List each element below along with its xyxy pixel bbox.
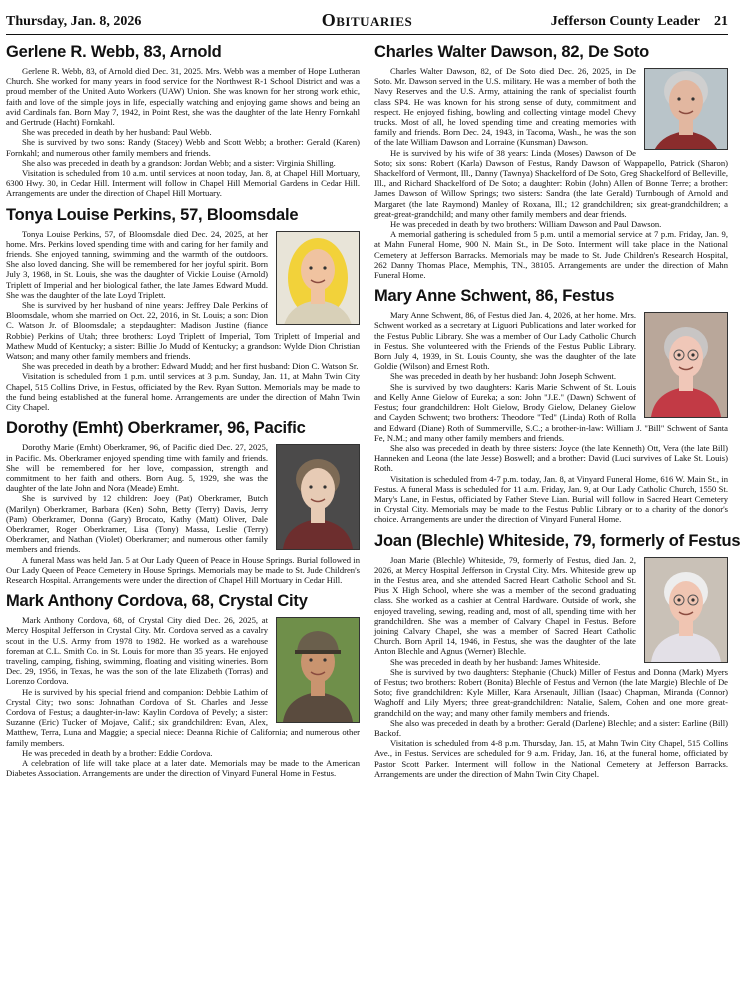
eye-right <box>691 354 694 357</box>
eye-right <box>691 97 694 100</box>
obituary-paragraph: He was preceded in death by a brother: Eddie Cordova. <box>22 747 213 758</box>
eye-left <box>677 97 680 100</box>
obituary-paragraph: Joan Marie (Blechle) Whiteside, 79, formerly of Festus, died Jan. 2, 2026, at Mercy Hospital Jefferson in Crystal City. Mrs. Whiteside grew up in the Festus area, and she attended Sacred Heart Catholic School and St. Pius X High School, where she was a member of the second graduating class. She worked as a cashier at Central Hardware. Outside of work, she enjoyed traveling, sewing, reading and, most of all, spending time with her grandchildren. She was a member of Calvary Chapel in Festus. Before joining Calvary Chapel, she was a member of Sacred Heart Catholic Church. Born April 14, 1946, in Festus, she was the daughter of the late Anton Blechle and Agnus (Werner) Blechle. <box>374 554 636 657</box>
obituary-paragraph: She is survived by 12 children: Joey (Pat) Oberkramer, Butch (Marilyn) Oberkramer, Barbara (Ken) Sohn, Betty (Terry) Davis, Jerry (Pam) Oberkramer, Donna (Gary) Brocato, Kathy (Matt) Oliver, Dale Oberkramer, Roger Oberkramer, Lisa (Tony) Massa, Leslie (Terry) Oberkramer, and Nathan (Violet) Oberkramer; and numerous other family members and friends. <box>6 493 268 555</box>
eye-right <box>323 486 326 489</box>
obituary-paragraph: She also was preceded in death by a brother: Gerald (Darlene) Blechle; and a sister: Earline (Bill) Backof. <box>374 717 728 738</box>
portrait-photo <box>277 618 359 722</box>
eye-left <box>677 354 680 357</box>
obituary-photo <box>644 68 728 150</box>
masthead <box>6 8 728 36</box>
masthead-rule <box>6 34 728 35</box>
obituary <box>6 418 360 585</box>
obituary-paragraph: She is survived by two sons: Randy (Stacey) Webb and Scott Webb; a brother: Gerald (Karen) Fornkahl; and numerous other family members and friends. <box>6 137 360 158</box>
eye-left <box>309 266 312 269</box>
section-title: Obituaries <box>321 10 413 30</box>
obituary-paragraph: She was preceded in death by a brother: Edward Mudd; and her first husband: Dion C. Watson Sr. <box>22 361 359 372</box>
eye-left <box>309 486 312 489</box>
obituary-paragraph: She is survived by two daughters: Stephanie (Chuck) Miller of Festus and Donna (Mark) Myers of Festus; two brothers: Robert (Bonita) Blechle of Festus and Vernon (the late Margie) Blechle of De Soto; five grandchildren: Kyle Miller, Kara Arsenault, Jillian (Isaac) Chapman, Miranda (Connor) Waghoff and Lily Myers; three great-grandchildren: Natalie, Salem, Cohen and one more great-grandchild on the way; and many other family members and friends. <box>374 666 728 718</box>
obituary-photo <box>276 444 360 550</box>
issue-date: Thursday, Jan. 8, 2026 <box>6 14 142 29</box>
obituary <box>374 531 741 779</box>
obituary-body <box>374 66 728 280</box>
portrait-photo <box>645 313 727 417</box>
obituary-paragraph: Mark Anthony Cordova, 68, of Crystal City died Dec. 26, 2025, at Mercy Hospital Jefferson in Crystal City. Mr. Cordova served as a cavalry scout in the U.S. Army from 1978 to 1982. He worked as a warehouse foreman at C.L. Smith Co. in St. Louis for more than 35 years. He enjoyed traveling, camping, fishing, swimming, floating and visiting wineries. Born Dec. 29, 1956, in Texas, he was the son of the late Elizabeth (Torras) and Lorenzo Cordova. <box>6 615 268 687</box>
paper-name: Jefferson County Leader <box>550 14 700 29</box>
obituary-paragraph: She was preceded in death by her husband: Paul Webb. <box>22 127 212 138</box>
obituary <box>6 205 360 413</box>
obituary-body <box>6 229 360 413</box>
cap-brim <box>295 650 341 654</box>
obituary-paragraph: Visitation is scheduled from 4-7 p.m. today, Jan. 8, at Vinyard Funeral Home, 616 W. Main St., in Festus. A funeral Mass is scheduled for 11 a.m. Friday, Jan. 9, at Our Lady Catholic Church, 1550 St. Mary's Lane, in Festus, officiated by Father Steve Lian. Burial will follow in Sacred Heart Cemetery in Crystal City. Memorials may be made to the Festus Public Library or to a charity of the donor's choice. Arrangements are under the direction of Vinyard Funeral Home. <box>374 473 728 525</box>
eye-left <box>309 659 312 662</box>
obituary-paragraph: Visitation is scheduled from 4-8 p.m. Thursday, Jan. 15, at Mahn Twin City Chapel, 515 Collins Ave., in Festus. Services are scheduled for 9 a.m. Friday, Jan. 16, at the funeral home, officiated by Pastor Scott Parker. Interment will follow in the National Cemetery at Jefferson Barracks. Arrangements are under the direction of Mahn Twin City Chapel. <box>374 738 728 779</box>
right-column <box>374 40 741 785</box>
obituary-paragraph: Gerlene R. Webb, 83, of Arnold died Dec. 31, 2025. Mrs. Webb was a member of Hope Lutheran Church. She worked for many years in food service for the Northwest R-1 School District and was a proud member of the United Auto Workers (UAW) Union. She was known for her strong work ethic, faith and love of the simple joys in life, especially watching and enjoying game shows and being an avid Cardinals fan. Born May 7, 1942, in Point Rest, she was the daughter of the late Henry Fornkahl and Gertrude (Hacht) Fornkahl. <box>6 66 360 128</box>
obituary-paragraph: He was preceded in death by two brothers: William Dawson and Paul Dawson. <box>390 219 662 230</box>
obituary-photo <box>644 557 728 663</box>
paper-and-page <box>551 14 728 30</box>
left-column <box>6 40 360 784</box>
obituary-body <box>374 555 728 779</box>
obituary-paragraph: Tonya Louise Perkins, 57, of Bloomsdale died Dec. 24, 2025, at her home. Mrs. Perkins loved spending time with and caring for her family and friends. She enjoyed tanning, swimming and the warmth of the outdoors. She also loved dancing. She will be remembered for her joyful spirit. Born July 3, 1968, in St. Louis, she was the daughter of Vickie Louise (Arnold) Triplett of Imperial and her biological father, the late James Edward Mudd. She was the daughter of the late Loyd Triplett. <box>6 228 268 300</box>
face-shape <box>669 80 703 122</box>
obituary-photo <box>644 312 728 418</box>
obituary <box>6 42 360 199</box>
obituary-headline: Mary Anne Schwent, 86, Festus <box>374 287 615 306</box>
obituary-headline: Tonya Louise Perkins, 57, Bloomsdale <box>6 205 299 224</box>
eye-right <box>323 266 326 269</box>
obituary <box>374 42 728 280</box>
obituary-photo <box>276 617 360 723</box>
obituary-paragraph: She is survived by two daughters: Karis Marie Schwent of St. Louis and Kelly Anne Gielow of Eureka; a son: John "J.E." (Dawn) Schwent of Festus; four grandchildren: Holt Gielow, Brody Gielow, Delaney Gielow and Cayden Schwent; two brothers: Theodore "Ted" (Linda) Roth of Rolla and Edward (Diane) Roth of Summerville, S.C.; a brother-in-law: William J. "Bill" Schwent of Santa Fe, N.M.; and many other family members and friends. <box>374 381 728 443</box>
obituary-paragraph: She was preceded in death by her husband: John Joseph Schwent. <box>390 371 617 382</box>
obituary-paragraph: She also was preceded in death by three sisters: Joyce (the late Kenneth) Ott, Vera (the late Bill) Hanneken and Leona (the late Jesse) Boswell; and a brother: David (Luci survives of Lake St. Louis) Roth. <box>374 442 728 474</box>
face-shape <box>301 249 335 291</box>
obituary-paragraph: Dorothy Marie (Emht) Oberkramer, 96, of Pacific died Dec. 27, 2025, in Pacific. Ms. Oberkramer enjoyed spending time with family and friends. She will be remembered for her love, compassion, strength and commitment to her faith and others. Born Aug. 5, 1929, she was the daughter of the late John and Nora (Meade) Emht. <box>6 442 268 494</box>
obituary-paragraph: Visitation is scheduled from 1 p.m. until services at 3 p.m. Sunday, Jan. 11, at Mahn Twin City Chapel, 515 Collins Drive, in Festus, officiated by the Rev. Ryan Sutton. Memorials may be made to the fund being established at the funeral home. Arrangements are under the direction of Mahn Twin City Chapel. <box>6 371 360 413</box>
obituary <box>6 591 360 778</box>
obituary-paragraph: She was preceded in death by her husband: James Whiteside. <box>390 656 601 667</box>
face-shape <box>301 468 335 510</box>
obituary-body <box>6 442 360 585</box>
obituary-headline: Charles Walter Dawson, 82, De Soto <box>374 43 649 61</box>
obituary-body <box>6 615 360 778</box>
portrait-photo <box>277 445 359 549</box>
obituary-paragraph: A memorial gathering is scheduled from 5 p.m. until a memorial service at 7 p.m. Friday, Jan. 9, at Mahn Funeral Home, 900 N. Main St., in De Soto. Interment will take place in the National Cemetery at Jefferson Barracks. Memorials may be made to St. Jude Children's Research Hospital, 262 Danny Thomas Place, Memphis, TN., 38105. Arrangements are under the direction of Mahn Funeral Home. <box>374 229 728 281</box>
obituary-paragraph: Charles Walter Dawson, 82, of De Soto died Dec. 26, 2025, in De Soto. Mr. Dawson served in the U.S. military. He was a member of both the Navy Reserves and the U.S. Army, attaining the rank of specialist fourth class SP4. He was known for his strong sense of duty, commitment and respect. He enjoyed fishing, bowling and collecting vintage model Chevy trucks. Most of all, he loved spending time and creating memories with family and friends. Born Dec. 24, 1943, in Tacoma, Wash., he was the son of the late William Dawson and Lorraine (Kunsman) Dawson. <box>374 66 636 148</box>
obituary-paragraph: She is survived by her husband of nine years: Jeffrey Dale Perkins of Bloomsdale, whom she married on Oct. 22, 2016, in St. Louis; a son: Dion C. Watson Jr. of Bloomsdale; a stepdaughter: Madison Justine (fiance Robbie) Perkins of Utah; three brothers: Loyd Triplett of Imperial, Tom Triplett of Imperial and Mathew Mudd of Kentucky; a sister: Billie Jo Mudd of Kentucky; a grandson: Wylde Dion Christian Watson; and many other family members and friends. <box>6 300 360 362</box>
portrait-photo <box>645 558 727 662</box>
obituary-paragraph: She also was preceded in death by a grandson: Jordan Webb; and a sister: Virginia Shilling. <box>22 157 336 168</box>
obituary-paragraph: A celebration of life will take place at a later date. Memorials may be made to the American Diabetes Association. Arrangements are under the direction of Vinyard Funeral Home in Festus. <box>6 757 360 779</box>
obituary-body <box>374 310 728 524</box>
portrait-photo <box>277 232 359 324</box>
obituary-paragraph: He is survived by his special friend and companion: Debbie Lathim of Crystal City; two sons: Johnathan Cordova of St. Charles and Jesse Cordova of Festus; a daughter-in-law: Kaylin Cordova of Pevely; a sister: Suzanne (Eric) Tucker of Mojave, Calif.; six grandchildren: Evan, Alex, Matthew, Terra, Luna and Maggie; a special niece: Deanna Richie of California; and numerous other family members. <box>6 686 360 748</box>
page-number: 21 <box>714 14 728 29</box>
obituary-headline: Mark Anthony Cordova, 68, Crystal City <box>6 592 308 611</box>
obituary-headline: Gerlene R. Webb, 83, Arnold <box>6 43 222 61</box>
obituary-headline: Joan (Blechle) Whiteside, 79, formerly of Festus <box>374 531 741 550</box>
obituary-body <box>6 66 360 199</box>
obituary-paragraph: He is survived by his wife of 38 years: Linda (Moses) Dawson of De Soto; six sons: Robert (Karla) Dawson of Festus, Randy Dawson of Wappapello, Patrick (Sharon) Shackelford of Vermont, Ill., Danny (Tawnya) Shackelford of De Soto, Greg Shackelford of Belleville, Ill., and Richard Shackelford of De Soto; a daughter: Robin (John) Allen of Bonne Terre; a brother: James Dawson of Willow Springs; two sisters: Sandra (the late Gerald) Turnbough of Arnold and Margaret (the late Raymond) Manley of Roxana, Ill.; 12 grandchildren; six great-grandchildren; a great-great-grandchild; and many other family members and dear friends. <box>374 147 728 219</box>
obituary-photo <box>276 231 360 325</box>
obituary-paragraph: Mary Anne Schwent, 86, of Festus died Jan. 4, 2026, at her home. Mrs. Schwent worked as a secretary at Liguori Publications and later worked for the Festus Public Library. She was a member of Our Lady Catholic Church in Festus. She volunteered with the Friends of the Festus Public Library. Born July 4, 1939, in St. Louis County, she was the daughter of the late Goldie (Wilson) and Ernest Roth. <box>374 310 636 372</box>
obituary-paragraph: Visitation is scheduled from 10 a.m. until services at noon today, Jan. 8, at Chapel Hill Mortuary, 6300 Hwy. 30, in Cedar Hill. Interment will follow in Chapel Hill Memorial Gardens in Cedar Hill. Arrangements are under the direction of Chapel Hill Mortuary. <box>6 168 360 199</box>
eye-right <box>691 598 694 601</box>
eye-right <box>323 659 326 662</box>
obituary <box>374 286 728 524</box>
eye-left <box>677 598 680 601</box>
obituary-headline: Dorothy (Emht) Oberkramer, 96, Pacific <box>6 419 306 438</box>
obituary-paragraph: A funeral Mass was held Jan. 5 at Our Lady Queen of Peace in House Springs. Burial followed in Our Lady Queen of Peace Cemetery in House Springs. Memorials may be made to St. Jude Children's Research Hospital. Arrangements were under the direction of Chapel Hill Mortuary in Cedar Hill. <box>6 554 360 585</box>
portrait-photo <box>645 69 727 149</box>
